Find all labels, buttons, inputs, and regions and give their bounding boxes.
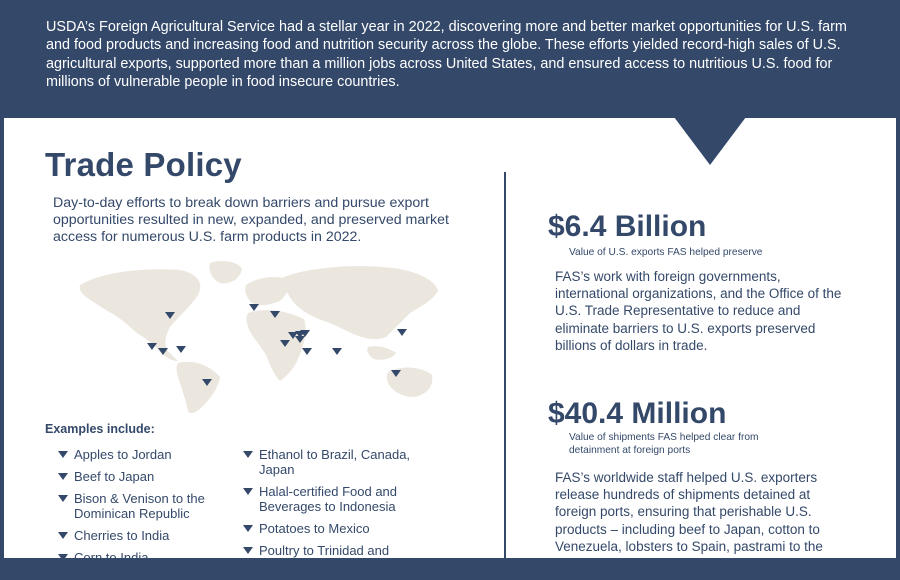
map-southeast-asia: [367, 346, 396, 360]
world-map-continents: [80, 261, 438, 413]
list-item: [58, 447, 238, 462]
down-triangle-bullet-icon: [58, 451, 68, 458]
stat-caption-cleared: Value of shipments FAS helped clear from detainment at foreign ports: [569, 432, 759, 456]
world-map: [70, 255, 470, 415]
stat-body-cleared: FAS’s worldwide staff helped U.S. exporters release hundreds of shipments detained at foreign ports, ensuring that perishable U.S. products – including beef to Japan, cotton to Venezuela, lobsters to Spain, pastrami to the: [555, 470, 823, 554]
banner-arrow-icon: [674, 117, 746, 165]
list-item-label: Halal-certified Food and Beverages to Indonesia: [259, 484, 398, 514]
down-triangle-bullet-icon: [58, 495, 68, 502]
stat-value-preserved: $6.4 Billion: [548, 210, 707, 243]
section-title: Trade Policy: [45, 146, 242, 183]
down-triangle-bullet-icon: [58, 554, 68, 561]
marker-icon: [176, 346, 186, 353]
examples-label: Examples include:: [45, 422, 155, 436]
intro-banner: [0, 0, 900, 118]
list-item-label: Corn to India: [74, 550, 149, 565]
banner-text: USDA’s Foreign Agricultural Service had a stellar year in 2022, discovering more and better market opportunities for U.S. farm and food products and increasing food and nutrition security across the globe. These efforts yielded record-high sales of U.S. agricultural exports, supported more than a million jobs across United States, and ensured access to nutritious U.S. food for millions of vulnerable people in food insecure countries.: [46, 19, 847, 91]
list-item: [243, 543, 433, 573]
stat-body-preserved: FAS’s work with foreign governments, international organizations, and the Office of the U.S. Trade Representative to reduce and eliminate barriers to U.S. exports preserved billions of dollars in trade.: [555, 269, 842, 353]
column-divider: [504, 172, 506, 562]
list-item: [243, 521, 433, 536]
list-item-label: Potatoes to Mexico: [259, 521, 370, 536]
down-triangle-bullet-icon: [243, 451, 253, 458]
stat-value-cleared: $40.4 Million: [548, 397, 727, 430]
list-item: [243, 447, 433, 477]
list-item-label: Bison & Venison to the Dominican Republic: [74, 491, 205, 521]
examples-list-col2: [243, 447, 433, 580]
list-item: [243, 484, 433, 514]
marker-icon: [332, 348, 342, 355]
down-triangle-bullet-icon: [58, 473, 68, 480]
list-item: [58, 491, 238, 521]
down-triangle-bullet-icon: [243, 547, 253, 554]
list-item-label: Cherries to India: [74, 528, 170, 543]
down-triangle-bullet-icon: [58, 532, 68, 539]
down-triangle-bullet-icon: [243, 525, 253, 532]
map-africa: [247, 310, 306, 381]
marker-icon: [302, 348, 312, 355]
marker-icon: [397, 329, 407, 336]
list-item-label: Apples to Jordan: [74, 447, 172, 462]
list-item-label: Beef to Japan: [74, 469, 155, 484]
stat-caption-preserved: Value of U.S. exports FAS helped preserve: [569, 247, 763, 258]
map-asia: [284, 266, 438, 339]
list-item: [58, 528, 238, 543]
list-item-label: Ethanol to Brazil, Canada, Japan: [259, 447, 411, 477]
list-item-label: Poultry to Trinidad and Tobago: [259, 543, 390, 573]
examples-list-col1: [58, 447, 238, 572]
map-greenland: [209, 261, 242, 283]
marker-icon: [249, 304, 259, 311]
list-item: [58, 469, 238, 484]
map-south-america: [177, 362, 221, 413]
down-triangle-bullet-icon: [243, 488, 253, 495]
trade-policy-intro: Day-to-day efforts to break down barriers and pursue export opportunities resulted in new, expanded, and preserved market access for numerous U.S. farm products in 2022.: [53, 195, 449, 245]
map-europe: [245, 277, 289, 305]
list-item: [58, 550, 238, 565]
